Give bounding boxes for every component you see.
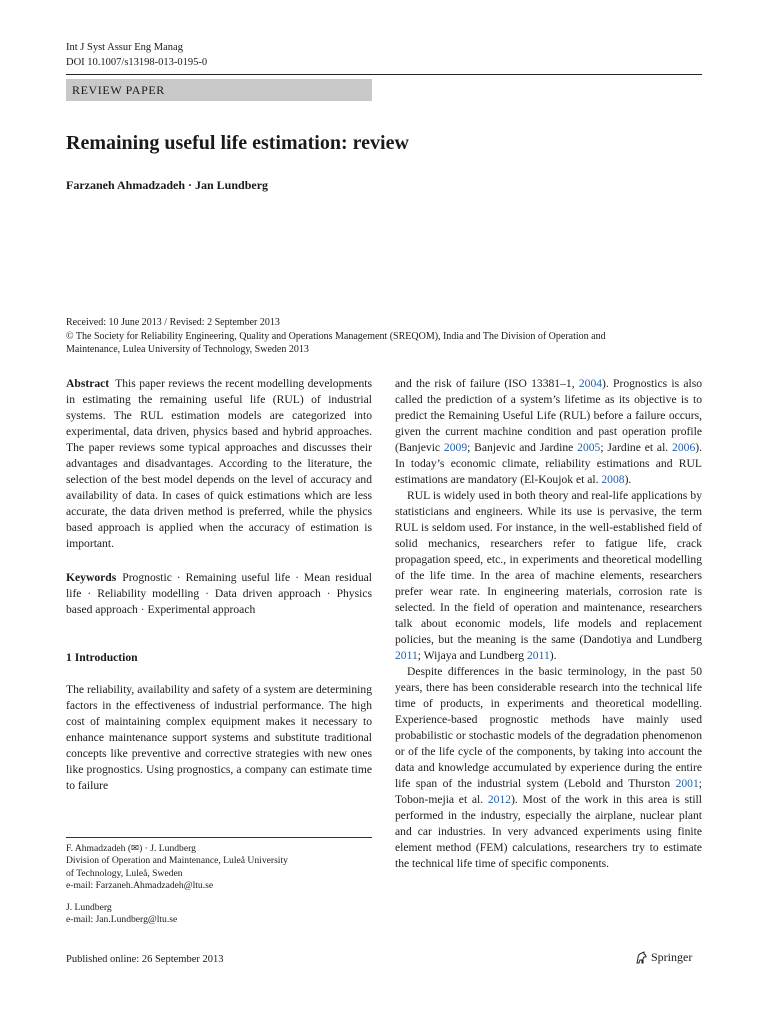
paragraph-2 bbox=[395, 488, 702, 664]
paper-title: Remaining useful life estimation: review bbox=[66, 132, 409, 154]
keywords-label: Keywords bbox=[66, 571, 117, 584]
published-date: Published online: 26 September 2013 bbox=[66, 954, 224, 965]
text-run: ). bbox=[549, 649, 557, 662]
left-column bbox=[66, 376, 372, 794]
citation-link[interactable]: 2009 bbox=[443, 441, 468, 454]
doi: DOI 10.1007/s13198-013-0195-0 bbox=[66, 57, 208, 68]
text-run: ; Wijaya and Lundberg bbox=[417, 649, 527, 662]
journal-name: Int J Syst Assur Eng Manag bbox=[66, 42, 183, 53]
copyright-line-1: © The Society for Reliability Engineering, Quality and Operations Management (SREQOM), India and The Division of Operation and bbox=[66, 330, 606, 342]
text-run: and the risk of failure (ISO 13381–1, bbox=[395, 377, 579, 390]
footnote-rule bbox=[66, 837, 372, 838]
text-run: RUL is widely used in both theory and real-life applications by statisticians and engineers. While its use is pervasive, the term RUL is seldom used. For instance, in the well-established field of solid mechanics, researchers refer to fatigue life, crack propagation speed, etc., in experiments and theoretical modelling of the life time. In the area of machine elements, researchers prefer wear rate. In engineering materials, corrosion rate is selected. In the field of operation and maintenance, researchers talk about economic models, life models and replacement policies, but the meaning is the same (Dandotiya and Lundberg bbox=[395, 489, 702, 646]
received-info bbox=[66, 316, 706, 357]
abstract-label: Abstract bbox=[66, 377, 110, 390]
citation-link[interactable]: 2004 bbox=[578, 377, 603, 390]
publisher-logo bbox=[634, 950, 692, 965]
text-run: ; Tobon-mejia et al. bbox=[395, 777, 702, 806]
footnote-email-2[interactable]: e-mail: Jan.Lundberg@ltu.se bbox=[66, 914, 178, 926]
text-run: Despite differences in the basic terminology, in the past 50 years, there has been considerable research into the technical life time of products, in experiments and theoretical modelling. Experience-based prognostic methods have mainly used probabilistic or stochastic models of the degradation phenomenon or of the life cycle of the components, by taking into account the data and knowledge accumulated by experience during the entire life span of the industrial system (Lebold and Thurston bbox=[395, 665, 702, 790]
keywords-text: Prognostic · Remaining useful life · Mean residual life · Reliability modelling · Data driven approach · Physics based approach · Experimental approach bbox=[66, 571, 372, 616]
right-column bbox=[395, 376, 702, 872]
text-run: ; Jardine et al. bbox=[600, 441, 673, 454]
text-run: ). Most of the work in this area is still performed in the industry, especially the airplane, nuclear plant and car industries. In very advanced experiments using finite element method (FEM) calculations, researchers try to estimate the technical life time of specific components. bbox=[395, 793, 702, 870]
paragraph-1 bbox=[395, 376, 702, 488]
journal-info bbox=[66, 40, 207, 70]
citation-link[interactable]: 2012 bbox=[487, 793, 512, 806]
citation-link[interactable]: 2001 bbox=[675, 777, 699, 790]
publisher-name: Springer bbox=[651, 950, 693, 964]
footnote-affiliation-2: of Technology, Luleå, Sweden bbox=[66, 867, 183, 879]
footnote-affiliation-1: Division of Operation and Maintenance, Luleå University bbox=[66, 855, 288, 867]
text-run: ). In today’s economic climate, reliability estimations and RUL estimations are mandatory (El-Koujok et al. bbox=[395, 441, 702, 486]
author-footnote bbox=[66, 843, 372, 926]
citation-link[interactable]: 2006 bbox=[672, 441, 696, 454]
abstract bbox=[66, 376, 372, 552]
citation-link[interactable]: 2011 bbox=[526, 649, 550, 662]
authors: Farzaneh Ahmadzadeh · Jan Lundberg bbox=[66, 178, 269, 192]
copyright-line-2: Maintenance, Lulea University of Technology, Sweden 2013 bbox=[66, 344, 309, 355]
header-rule bbox=[66, 74, 702, 75]
citation-link[interactable]: 2005 bbox=[577, 441, 601, 454]
text-run: ). Prognostics is also called the prediction of a system’s lifetime as its objective is to predict the Remaining Useful Life (RUL) before a failure occurs, given the current machine condition and past operation profile (Banjevic bbox=[395, 377, 702, 454]
intro-paragraph: The reliability, availability and safety of a system are determining factors in the effectiveness of industrial performance. The high cost of maintaining complex equipment makes it necessary to enhance maintenance support systems and substitute traditional concepts like preventive and corrective strategies with new ones like prognostics. Using prognostics, a company can estimate time to failure bbox=[66, 683, 372, 792]
received-dates: Received: 10 June 2013 / Revised: 2 September 2013 bbox=[66, 317, 280, 328]
citation-link[interactable]: 2011 bbox=[395, 649, 418, 662]
article-type-badge: REVIEW PAPER bbox=[66, 79, 372, 101]
springer-horse-icon bbox=[634, 951, 648, 965]
paragraph-3 bbox=[395, 664, 702, 872]
text-run: ; Banjevic and Jardine bbox=[467, 441, 578, 454]
citation-link[interactable]: 2008 bbox=[601, 473, 625, 486]
text-run: ). bbox=[624, 473, 632, 486]
footnote-email-1[interactable]: e-mail: Farzaneh.Ahmadzadeh@ltu.se bbox=[66, 880, 214, 892]
section-heading: 1 Introduction bbox=[66, 651, 138, 664]
keywords bbox=[66, 570, 372, 618]
abstract-text: This paper reviews the recent modelling developments in estimating the remaining useful life (RUL) of industrial systems. The RUL estimation models are categorized into experimental, data driven, physics based and hybrid approaches. The paper reviews some typical approaches and discusses their advantages and disadvantages. According to the literature, the selection of the best model depends on the level of accuracy and availability of data. In cases of quick estimations which are less accurate, the data driven method is preferred, while the physics based approach is applied when the accuracy of estimation is important. bbox=[66, 377, 372, 550]
footnote-authors: F. Ahmadzadeh (✉) · J. Lundberg bbox=[66, 843, 196, 854]
footnote-author-2: J. Lundberg bbox=[66, 901, 112, 913]
